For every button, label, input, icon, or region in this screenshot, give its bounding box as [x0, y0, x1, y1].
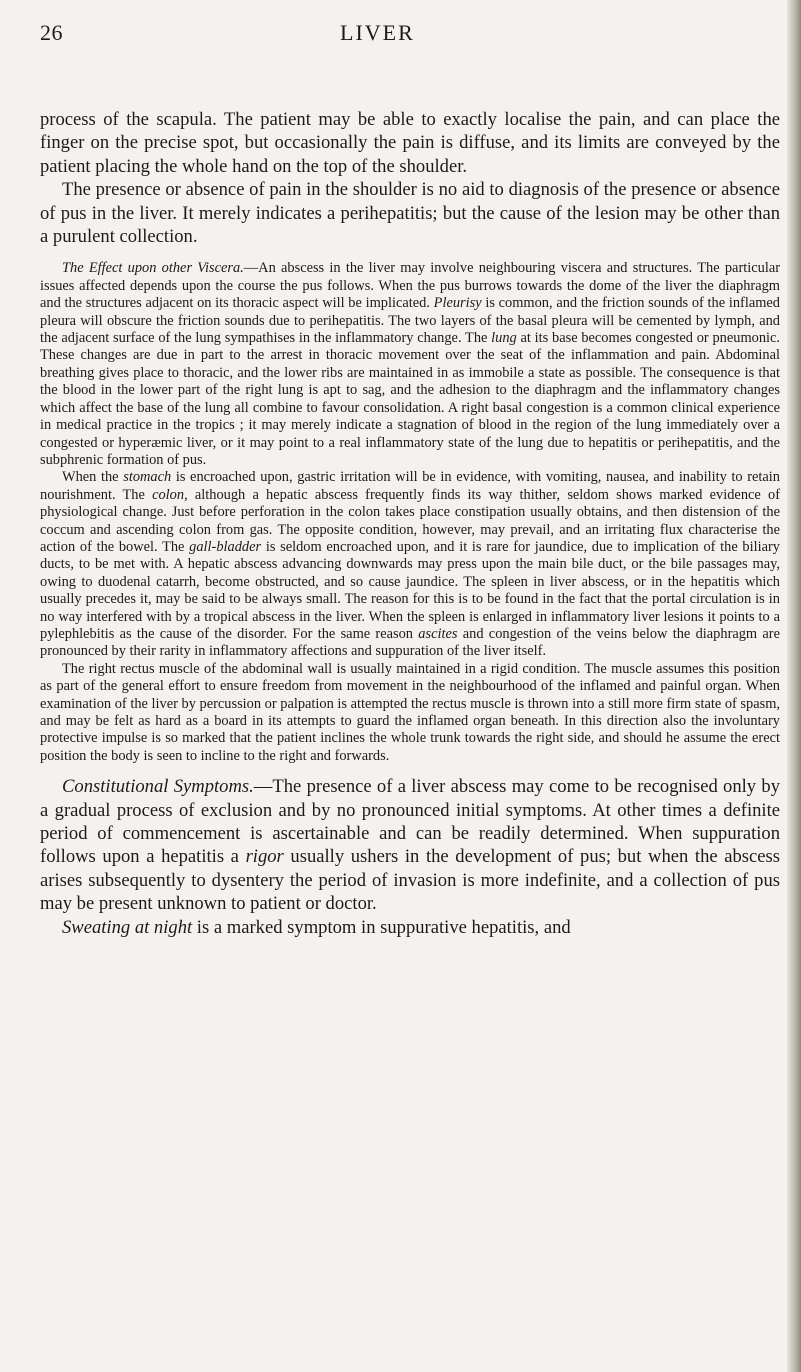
- term-ascites: ascites: [418, 625, 458, 642]
- term-pleurisy: Pleurisy: [433, 295, 482, 312]
- page-header: [40, 20, 760, 60]
- paragraph-shoulder-pain-diagnosis: The presence or absence of pain in the shoulder is no aid to diagnosis of the presence or absence of pus in the liver. It merely indicates a perihepatitis; but the cause of the lesion may be other than a purulent collection.: [40, 179, 780, 248]
- term-gall-bladder: gall-bladder: [189, 538, 262, 555]
- text-run: although a hepatic abscess frequently finds its way thither, seldom shows marked evidence of physiological change. Just before perforation in the colon takes place constipation usually obtains, and then distension of the coccum and ascending colon from gas. The opposite condition, however, may prevail, and an irritating flux characterise the action of the bowel. The: [40, 486, 780, 555]
- paragraph-effect-upon-viscera: [40, 260, 780, 469]
- text-run: is a marked symptom in suppurative hepatitis, and: [192, 916, 571, 938]
- term-stomach: stomach: [123, 469, 172, 486]
- term-colon: colon,: [152, 486, 188, 503]
- term-sweating-at-night: Sweating at night: [62, 916, 193, 938]
- section-heading-effect-upon-viscera: The Effect upon other Viscera.: [62, 260, 244, 277]
- section-heading-constitutional-symptoms: Constitutional Symptoms.: [62, 776, 254, 798]
- text-run: and congestion of the veins below the diaphragm are pronounced by their rarity in inflammatory affections and suppuration of the liver itself.: [40, 625, 780, 660]
- paragraph-rectus-muscle: The right rectus muscle of the abdominal wall is usually maintained in a rigid condition. The muscle assumes this position as part of the general effort to ensure freedom from movement in the neighbourhood of the inflamed and painful organ. When examination of the liver by percussion or palpation is attempted the rectus muscle is thrown into a still more firm state of spasm, and may be felt as hard as a board in its attempts to guard the inflamed organ beneath. In this direction also the involuntary protective impulse is so marked that the patient inclines the whole trunk towards the right side, and should he assume the erect position the body is seen to incline to the right and forwards.: [40, 660, 780, 764]
- text-run: is seldom encroached upon, and it is rare for jaundice, due to implication of the biliary ducts, to be met with. A hepatic abscess advancing downwards may press upon the main bile duct, or the bile passages may, owing to duodenal catarrh, become obstructed, and so cause jaundice. The spleen in liver abscess, or in the hepatitis which usually precedes it, may be said to be always small. The reason for this is to be found in the fact that the portal circulation is in no way interfered with by a tropical abscess in the liver. When the spleen is enlarged in inflammatory liver lesions it points to a pylephlebitis as the cause of the disorder. For the same reason: [40, 538, 780, 642]
- page-number: 26: [40, 20, 63, 45]
- paragraph-stomach-colon-spleen: [40, 469, 780, 660]
- paragraph-scapula-pain: process of the scapula. The patient may be able to exactly localise the pain, and can place the finger on the precise spot, but occasionally the pain is diffuse, and its limits are conveyed by the patient placing the whole hand on the top of the shoulder.: [40, 109, 780, 177]
- text-run: is encroached upon, gastric irritation will be in evidence, with vomiting, nausea, and inability to retain nourishment. The: [40, 469, 780, 503]
- text-run: at its base becomes congested or pneumonic. These changes are due in part to the arrest in thoracic movement over the seat of the inflammation and pain. Abdominal breathing gives place to thoracic, and the lower ribs are maintained in as immobile a state as possible. The consequence is that the blood in the lower part of the right lung is apt to sag, and the adhesion to the diaphragm and the inflammatory changes which affect the base of the lung all combine to favour consolidation. A right basal congestion is a common clinical experience in medical practice in the tropics ; it may merely indicate a stagnation of blood in the region of the lung immediately over a congested or hyperæmic liver, or it may point to a real inflammatory state of the lung due to hepatitis or perihepatitis, and the subphrenic formation of pus.: [40, 330, 781, 468]
- text-run: usually ushers in the development of pus; but when the abscess arises subsequently to dysentery the period of invasion is more indefinite, and a collection of pus may be present unknown to patient or doctor.: [40, 846, 780, 915]
- text-run: —The presence of a liver abscess may come to be recognised only by a gradual process of exclusion and by no pronounced initial symptoms. At other times a definite period of commencement is ascertainable and can be readily determined. When suppuration follows upon a hepatitis a: [40, 776, 781, 868]
- running-head: LIVER: [340, 20, 415, 45]
- text-run: is common, and the friction sounds of the inflamed pleura will obscure the friction sounds due to perihepatitis. The two layers of the basal pleura will be cemented by lymph, and the adjacent surface of the lung sympathises in the inflammatory change. The: [40, 295, 780, 347]
- text-run: When the: [62, 469, 124, 486]
- term-lung: lung: [491, 330, 517, 347]
- text-run: —An abscess in the liver may involve neighbouring viscera and structures. The particular issues affected depends upon the course the pus follows. When the pus burrows towards the dome of the liver the diaphragm and the structures adjacent on its thoracic aspect will be implicated.: [40, 260, 780, 312]
- page-edge-shadow: [787, 0, 801, 1372]
- paragraph-constitutional-symptoms: [40, 775, 780, 915]
- term-rigor: rigor: [245, 846, 284, 868]
- body-text: [40, 108, 780, 939]
- paragraph-sweating-at-night: [40, 916, 780, 939]
